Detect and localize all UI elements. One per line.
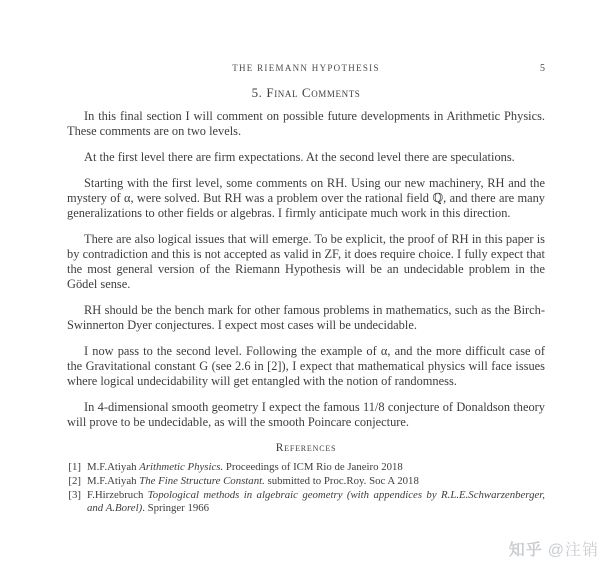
paragraph: In this final section I will comment on possible future developments in Arithmetic Physics. These comments are on two levels. (67, 109, 545, 138)
reference-tail: Proceedings of ICM Rio de Janeiro 2018 (223, 461, 403, 473)
reference-label: [1] (68, 461, 81, 473)
reference-title: Topological methods in algebraic geometry (with appendices by R.L.E.Schwarzenberger, and A.Borel) (87, 488, 545, 515)
reference-tail: submitted to Proc.Roy. Soc A 2018 (264, 474, 419, 487)
watermark-username: @注销 (547, 542, 599, 559)
reference-author: M.F.Atiyah (87, 474, 140, 487)
page-content (67, 62, 545, 516)
reference-author: F.Hirzebruch (87, 488, 148, 501)
page-number: 5 (540, 63, 545, 74)
running-header (67, 62, 545, 75)
reference-title: Arithmetic Physics. (139, 461, 224, 473)
paragraph: Starting with the first level, some comments on RH. Using our new machinery, RH and the mystery of α, were solved. But RH was a problem over the rational field ℚ, and there are many generalizations to other fields or algebras. I firmly anticipate much work in this direction. (67, 176, 545, 220)
paragraph: At the first level there are firm expectations. At the second level there are speculations. (84, 150, 515, 164)
reference-text (87, 475, 545, 489)
zhihu-logo-text: 知乎 (508, 542, 543, 559)
reference-text (87, 489, 545, 517)
paragraph: There are also logical issues that will emerge. To be explicit, the proof of RH in this paper is by contradiction and this is not accepted as valid in ZF, it does require choice. I fully expect that the most general version of the Riemann Hypothesis will be an undecidable problem in the Gödel sense. (67, 232, 545, 291)
reference-label: [3] (68, 488, 81, 501)
section-heading: 5. Final Comments (251, 85, 361, 100)
reference-item (67, 475, 545, 489)
reference-author: M.F.Atiyah (87, 461, 140, 473)
references-heading: References (275, 442, 337, 454)
body-text (67, 109, 545, 430)
references-list (67, 461, 545, 516)
reference-title: The Fine Structure Constant. (139, 474, 265, 487)
zhihu-watermark (509, 537, 599, 560)
reference-item (67, 489, 545, 517)
reference-item (67, 461, 545, 475)
reference-text (87, 461, 545, 475)
running-header-title: THE RIEMANN HYPOTHESIS (232, 63, 380, 73)
paragraph: RH should be the bench mark for other famous problems in mathematics, such as the Birch-Swinnerton Dyer conjectures. I expect most cases will be undecidable. (67, 303, 545, 332)
paragraph: In 4-dimensional smooth geometry I expect the famous 11/8 conjecture of Donaldson theory will prove to be undecidable, as will the smooth Poincare conjecture. (67, 400, 545, 429)
reference-label: [2] (68, 474, 81, 487)
reference-tail: . Springer 1966 (142, 502, 210, 515)
paragraph: I now pass to the second level. Following the example of α, and the more difficult case of the Gravitational constant G (see 2.6 in [2]), I expect that mathematical physics will face issues where logical undecidability will get entangled with the notion of randomness. (67, 344, 545, 388)
